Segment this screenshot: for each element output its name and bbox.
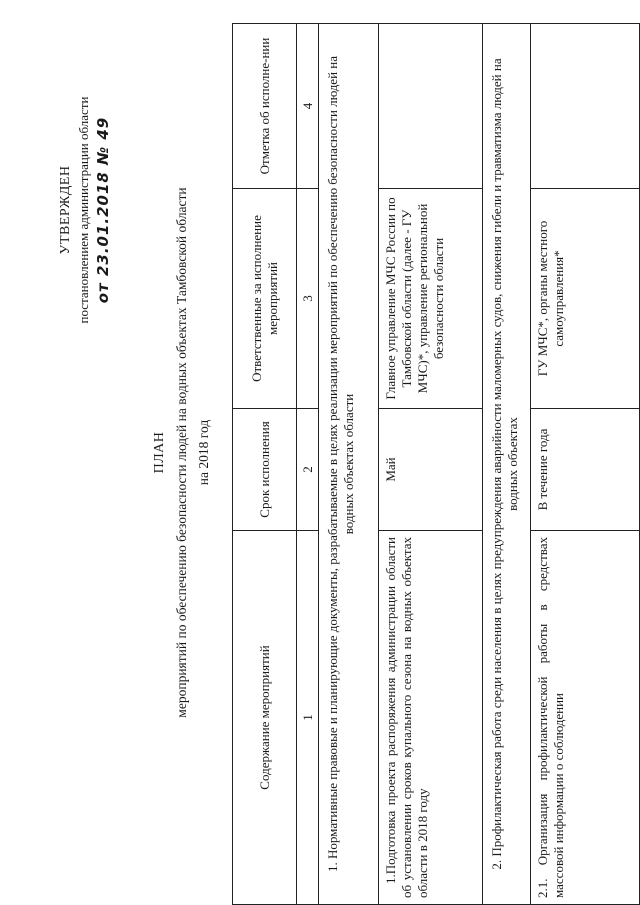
row-2-responsible: ГУ МЧС*, органы местного самоуправления* [531, 188, 640, 408]
approved-label: УТВЕРЖДЕН [58, 165, 73, 255]
column-number-4: 4 [299, 102, 315, 110]
plan-year: на 2018 год [196, 419, 211, 486]
decree-line: постановлением администрации области [76, 96, 91, 324]
row-1-mark [379, 24, 482, 188]
table-header-row [233, 24, 297, 904]
handwritten-date-number: от 23.01.2018 № 49 [94, 116, 112, 304]
row-2-deadline: В течение года [531, 408, 640, 530]
column-header-deadline: Срок исполнения [233, 408, 296, 530]
row-2-mark [531, 24, 640, 188]
column-number-1: 1 [297, 530, 318, 904]
column-number-3: 3 [297, 188, 318, 408]
row-1-deadline: Май [379, 408, 482, 530]
section-1-heading: 1. Нормативные правовые и планирующие документы, разрабатываемые в целях реализации мероприятий по обеспечению безопасности людей на водных объектах области [319, 24, 379, 904]
row-1-content: 1.Подготовка проекта распоряжения администрации области об установлении сроков купального сезона на водных объектах области в 2018 году [379, 530, 482, 904]
column-number-2: 2 [297, 408, 318, 530]
plan-table [232, 23, 640, 905]
plan-heading: ПЛАН [152, 431, 167, 474]
row-2-content: 2.1. Организация профилактической работы в средствах массовой информации о соблюдении [531, 530, 640, 904]
plan-title-block [152, 0, 212, 905]
column-header-responsible: Ответственные за исполнение мероприятий [233, 188, 296, 408]
row-1-responsible: Главное управление МЧС России по Тамбовской области (далее - ГУ МЧС)*, управление региональной безопасности области [379, 188, 482, 408]
column-header-mark: Отметка об исполне-нии [256, 37, 272, 175]
approval-block [58, 15, 112, 405]
table-row [379, 24, 483, 904]
column-numbers-row [297, 24, 319, 904]
table-row [531, 24, 640, 904]
plan-subtitle: мероприятий по обеспечению безопасности людей на водных объектах Тамбовской области [174, 187, 189, 718]
column-header-content: Содержание мероприятий [233, 530, 296, 904]
section-2-heading: 2. Профилактическая работа среди населения в целях предупреждения аварийности маломерных судов, снижения гибели и травматизма людей на водных объектах [483, 24, 531, 904]
